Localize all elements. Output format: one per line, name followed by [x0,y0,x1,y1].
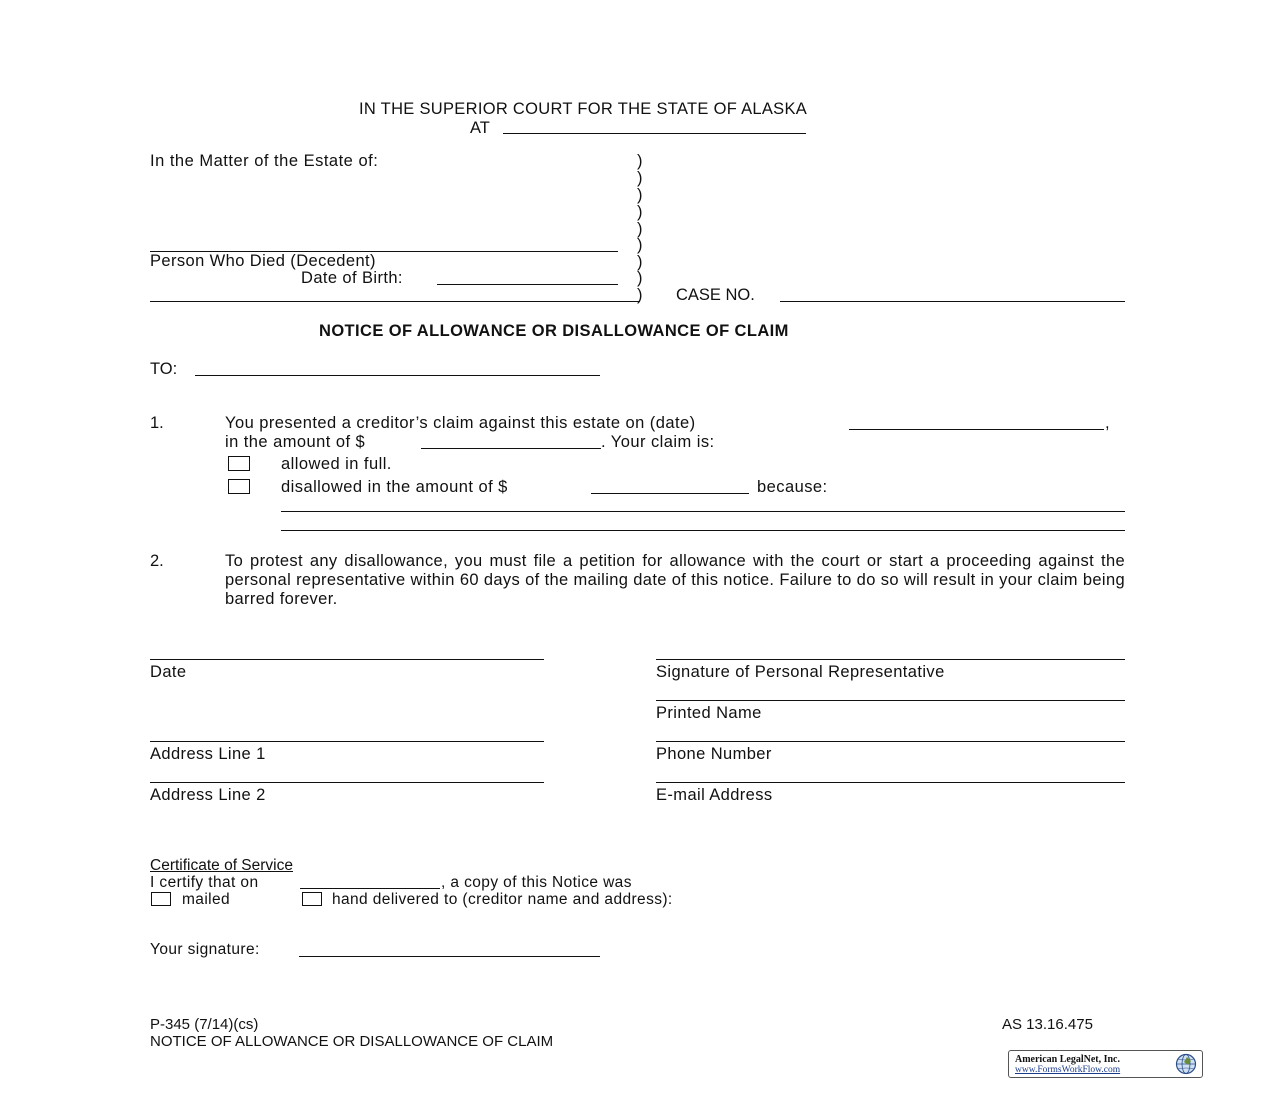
dob-field[interactable] [437,284,618,285]
caption-paren: ) [637,286,643,304]
address-line-2-label: Address Line 2 [150,786,266,804]
dob-label: Date of Birth: [301,269,403,287]
case-no-label: CASE NO. [676,286,755,304]
claim-amount-field[interactable] [421,448,601,449]
reason-line-1-field[interactable] [281,511,1125,512]
email-field[interactable] [656,782,1125,783]
your-signature-label: Your signature: [150,941,260,958]
caption-paren: ) [637,152,643,170]
certificate-heading: Certificate of Service [150,857,293,874]
at-location-field[interactable] [503,133,806,134]
signature-field[interactable] [656,659,1125,660]
caption-paren: ) [637,236,643,254]
globe-icon [1173,1053,1199,1075]
statute-reference: AS 13.16.475 [1002,1016,1093,1033]
american-legalnet-logo[interactable] [1008,1050,1203,1078]
phone-field[interactable] [656,741,1125,742]
logo-url[interactable]: www.FormsWorkFlow.com [1015,1065,1121,1075]
to-field[interactable] [195,375,600,376]
logo-brand: American LegalNet, Inc. [1015,1054,1120,1065]
item-2-text: To protest any disallowance, you must file a petition for allowance with the court or start a proceeding against the personal representative within 60 days of the mailing date of this notice. Failure to do so will result in your claim being barred forever. [225,552,1125,608]
item-1-number: 1. [150,414,164,432]
item-1-claim-is: . Your claim is: [601,433,715,451]
item-1-amount-label: in the amount of $ [225,433,366,451]
item-1-line-1: You presented a creditor’s claim against this estate on (date) [225,414,696,432]
date-label: Date [150,663,187,681]
address-line-2-field[interactable] [150,782,544,783]
because-label: because: [757,478,828,496]
printed-name-field[interactable] [656,700,1125,701]
allowed-checkbox[interactable] [228,456,250,471]
at-label: AT [470,119,490,137]
decedent-label: Person Who Died (Decedent) [150,252,376,270]
phone-label: Phone Number [656,745,772,763]
disallowed-checkbox[interactable] [228,479,250,494]
date-field[interactable] [150,659,544,660]
service-date-field[interactable] [300,888,440,889]
certify-prefix: I certify that on [150,874,259,891]
item-2-number: 2. [150,552,164,570]
item-1-comma: , [1105,414,1110,432]
to-label: TO: [150,360,178,378]
court-heading: IN THE SUPERIOR COURT FOR THE STATE OF ALASKA [359,100,808,118]
caption-bottom-rule [150,301,640,302]
email-label: E-mail Address [656,786,773,804]
hand-delivered-label: hand delivered to (creditor name and address): [332,891,673,908]
claim-date-field[interactable] [849,429,1104,430]
address-line-1-field[interactable] [150,741,544,742]
caption-paren: ) [637,220,643,238]
caption-paren: ) [637,203,643,221]
hand-delivered-checkbox[interactable] [302,892,322,906]
caption-paren: ) [637,253,643,271]
case-no-field[interactable] [780,301,1125,302]
disallowed-amount-field[interactable] [591,493,749,494]
signature-label: Signature of Personal Representative [656,663,945,681]
form-title: NOTICE OF ALLOWANCE OR DISALLOWANCE OF CLAIM [319,322,789,340]
footer-form-name: NOTICE OF ALLOWANCE OR DISALLOWANCE OF CLAIM [150,1033,554,1050]
caption-paren: ) [637,169,643,187]
caption-paren: ) [637,186,643,204]
estate-label: In the Matter of the Estate of: [150,152,379,170]
address-line-1-label: Address Line 1 [150,745,266,763]
caption-paren: ) [637,269,643,287]
mailed-checkbox[interactable] [151,892,171,906]
form-code: P-345 (7/14)(cs) [150,1016,259,1033]
disallowed-label: disallowed in the amount of $ [281,478,508,496]
allowed-label: allowed in full. [281,455,392,473]
certify-suffix: , a copy of this Notice was [441,874,632,891]
your-signature-field[interactable] [299,956,600,957]
printed-name-label: Printed Name [656,704,762,722]
mailed-label: mailed [182,891,231,908]
reason-line-2-field[interactable] [281,530,1125,531]
